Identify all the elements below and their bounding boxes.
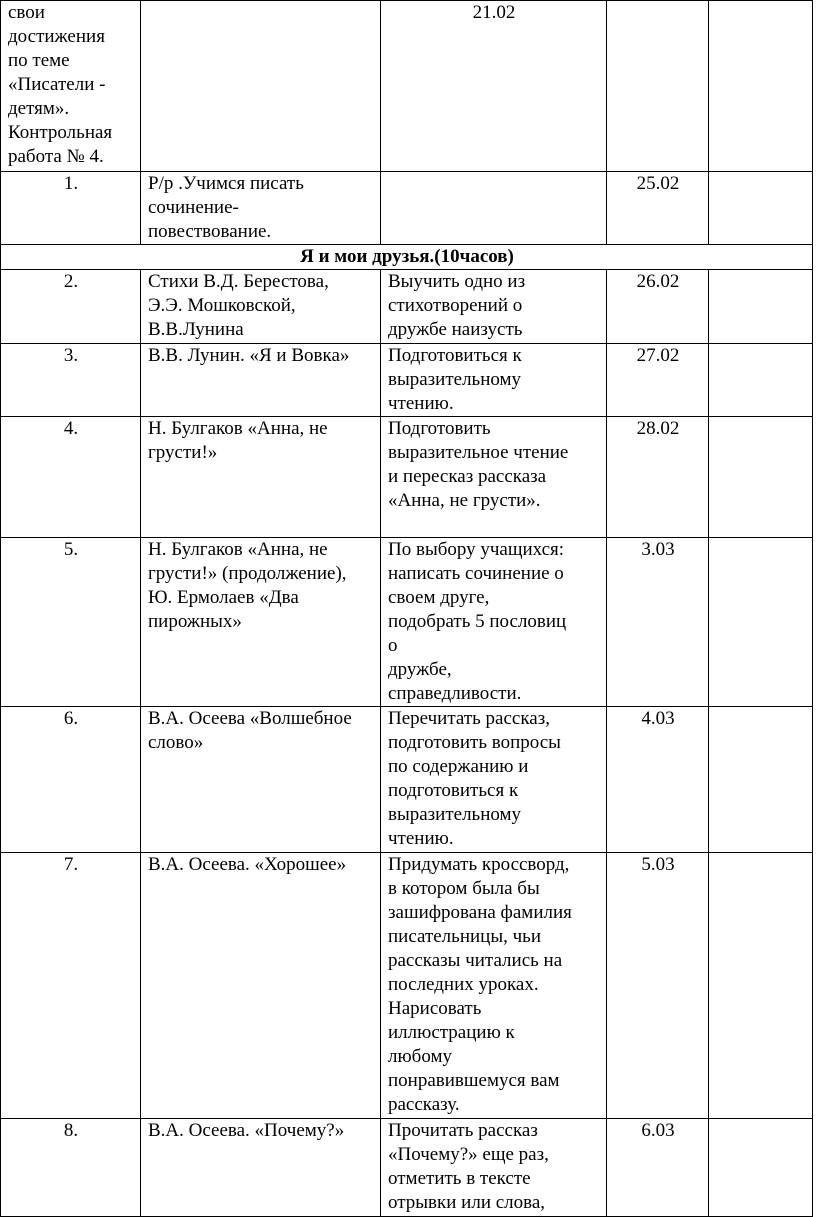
lesson-topic: Н. Булгаков «Анна, не грусти!» (продолжение), Ю. Ермолаев «Два пирожных» bbox=[148, 539, 347, 632]
section-title-cell bbox=[1, 245, 813, 270]
lesson-number-cell bbox=[1, 344, 141, 417]
homework-cell bbox=[381, 853, 607, 1119]
lesson-number-cell bbox=[1, 270, 141, 344]
lesson-topic-cell bbox=[141, 1119, 381, 1217]
empty-cell bbox=[709, 270, 813, 344]
lesson-number: 2. bbox=[63, 271, 79, 292]
lesson-topic-cell bbox=[1, 1, 141, 172]
table-row bbox=[1, 172, 813, 245]
lesson-date: 21.02 bbox=[472, 2, 516, 23]
homework-cell bbox=[381, 270, 607, 344]
empty-cell bbox=[709, 1, 813, 172]
lesson-number-cell bbox=[1, 707, 141, 853]
homework-cell bbox=[381, 172, 607, 245]
lesson-date: 6.03 bbox=[641, 1120, 675, 1141]
lesson-topic: Р/р .Учимся писать сочинение- повествование. bbox=[148, 173, 304, 242]
lesson-number: 1. bbox=[63, 173, 79, 194]
empty-cell bbox=[709, 707, 813, 853]
table-row bbox=[1, 417, 813, 538]
empty-cell bbox=[141, 1, 381, 172]
lesson-date: 4.03 bbox=[641, 708, 675, 729]
lesson-number: 4. bbox=[63, 418, 79, 439]
table-row bbox=[1, 538, 813, 707]
lesson-number: 6. bbox=[63, 708, 79, 729]
lesson-number: 3. bbox=[63, 345, 79, 366]
homework-text: Прочитать рассказ «Почему?» еще раз, отметить в тексте отрывки или слова, bbox=[388, 1120, 549, 1213]
section-header-row bbox=[1, 245, 813, 270]
lesson-topic: В.А. Осеева. «Хорошее» bbox=[148, 854, 347, 875]
homework-text: Выучить одно из стихотворений о дружбе наизусть bbox=[388, 271, 526, 340]
lesson-date: 5.03 bbox=[641, 854, 675, 875]
lesson-topic-cell bbox=[141, 344, 381, 417]
homework-text: Придумать кроссворд, в котором была бы зашифрована фамилия писательницы, чьи рассказы читались на последних уроках. Нарисовать иллюстрацию к любому понравившемуся вам рассказу. bbox=[388, 854, 572, 1115]
homework-text: Перечитать рассказ, подготовить вопросы по содержанию и подготовиться к выразительному чтению. bbox=[388, 708, 561, 849]
date-cell bbox=[607, 417, 709, 538]
lesson-date: 25.02 bbox=[636, 173, 680, 194]
homework-cell bbox=[381, 1119, 607, 1217]
empty-cell bbox=[709, 172, 813, 245]
homework-cell bbox=[381, 707, 607, 853]
homework-text: Подготовиться к выразительному чтению. bbox=[388, 345, 522, 414]
lesson-number: 7. bbox=[63, 854, 79, 875]
date-cell bbox=[607, 707, 709, 853]
empty-cell bbox=[709, 417, 813, 538]
empty-cell bbox=[607, 1, 709, 172]
lesson-topic-cell bbox=[141, 172, 381, 245]
empty-cell bbox=[709, 344, 813, 417]
lesson-number-cell bbox=[1, 417, 141, 538]
date-cell bbox=[607, 538, 709, 707]
lesson-topic: Стихи В.Д. Берестова, Э.Э. Мошковской, В.В.Лунина bbox=[148, 271, 329, 340]
lesson-number-cell bbox=[1, 853, 141, 1119]
homework-cell bbox=[381, 417, 607, 538]
date-cell bbox=[607, 344, 709, 417]
date-cell bbox=[607, 172, 709, 245]
lesson-number: 5. bbox=[63, 539, 79, 560]
lesson-number: 8. bbox=[63, 1120, 79, 1141]
empty-cell bbox=[709, 1119, 813, 1217]
table-row bbox=[1, 344, 813, 417]
empty-cell bbox=[709, 538, 813, 707]
date-cell bbox=[607, 270, 709, 344]
lesson-number-cell bbox=[1, 538, 141, 707]
empty-cell bbox=[709, 853, 813, 1119]
lesson-topic-cell bbox=[141, 853, 381, 1119]
lesson-date: 27.02 bbox=[636, 345, 680, 366]
homework-cell bbox=[381, 538, 607, 707]
section-title: Я и мои друзья.(10часов) bbox=[300, 246, 514, 267]
date-cell bbox=[607, 1119, 709, 1217]
lesson-topic: В.А. Осеева. «Почему?» bbox=[148, 1120, 345, 1141]
table-row bbox=[1, 1119, 813, 1217]
lesson-topic: свои достижения по теме «Писатели - детям». Контрольная работа № 4. bbox=[8, 2, 113, 167]
lesson-topic-cell bbox=[141, 270, 381, 344]
lesson-topic-cell bbox=[141, 538, 381, 707]
lesson-topic-cell bbox=[141, 707, 381, 853]
lesson-date: 28.02 bbox=[636, 418, 680, 439]
lesson-topic-cell bbox=[141, 417, 381, 538]
lesson-topic: Н. Булгаков «Анна, не грусти!» bbox=[148, 418, 328, 463]
homework-text: Подготовить выразительное чтение и пересказ рассказа «Анна, не грусти». bbox=[388, 418, 569, 511]
table-row bbox=[1, 707, 813, 853]
date-cell bbox=[381, 1, 607, 172]
homework-text: По выбору учащихся: написать сочинение о своем друге, подобрать 5 пословиц о дружбе, справедливости. bbox=[388, 539, 567, 704]
table-row bbox=[1, 270, 813, 344]
date-cell bbox=[607, 853, 709, 1119]
lesson-date: 26.02 bbox=[636, 271, 680, 292]
lesson-date: 3.03 bbox=[641, 539, 675, 560]
table-row bbox=[1, 853, 813, 1119]
lesson-number-cell bbox=[1, 172, 141, 245]
lesson-number-cell bbox=[1, 1119, 141, 1217]
table-row bbox=[1, 1, 813, 172]
lesson-topic: В.А. Осеева «Волшебное слово» bbox=[148, 708, 352, 753]
lesson-topic: В.В. Лунин. «Я и Вовка» bbox=[148, 345, 350, 366]
homework-cell bbox=[381, 344, 607, 417]
